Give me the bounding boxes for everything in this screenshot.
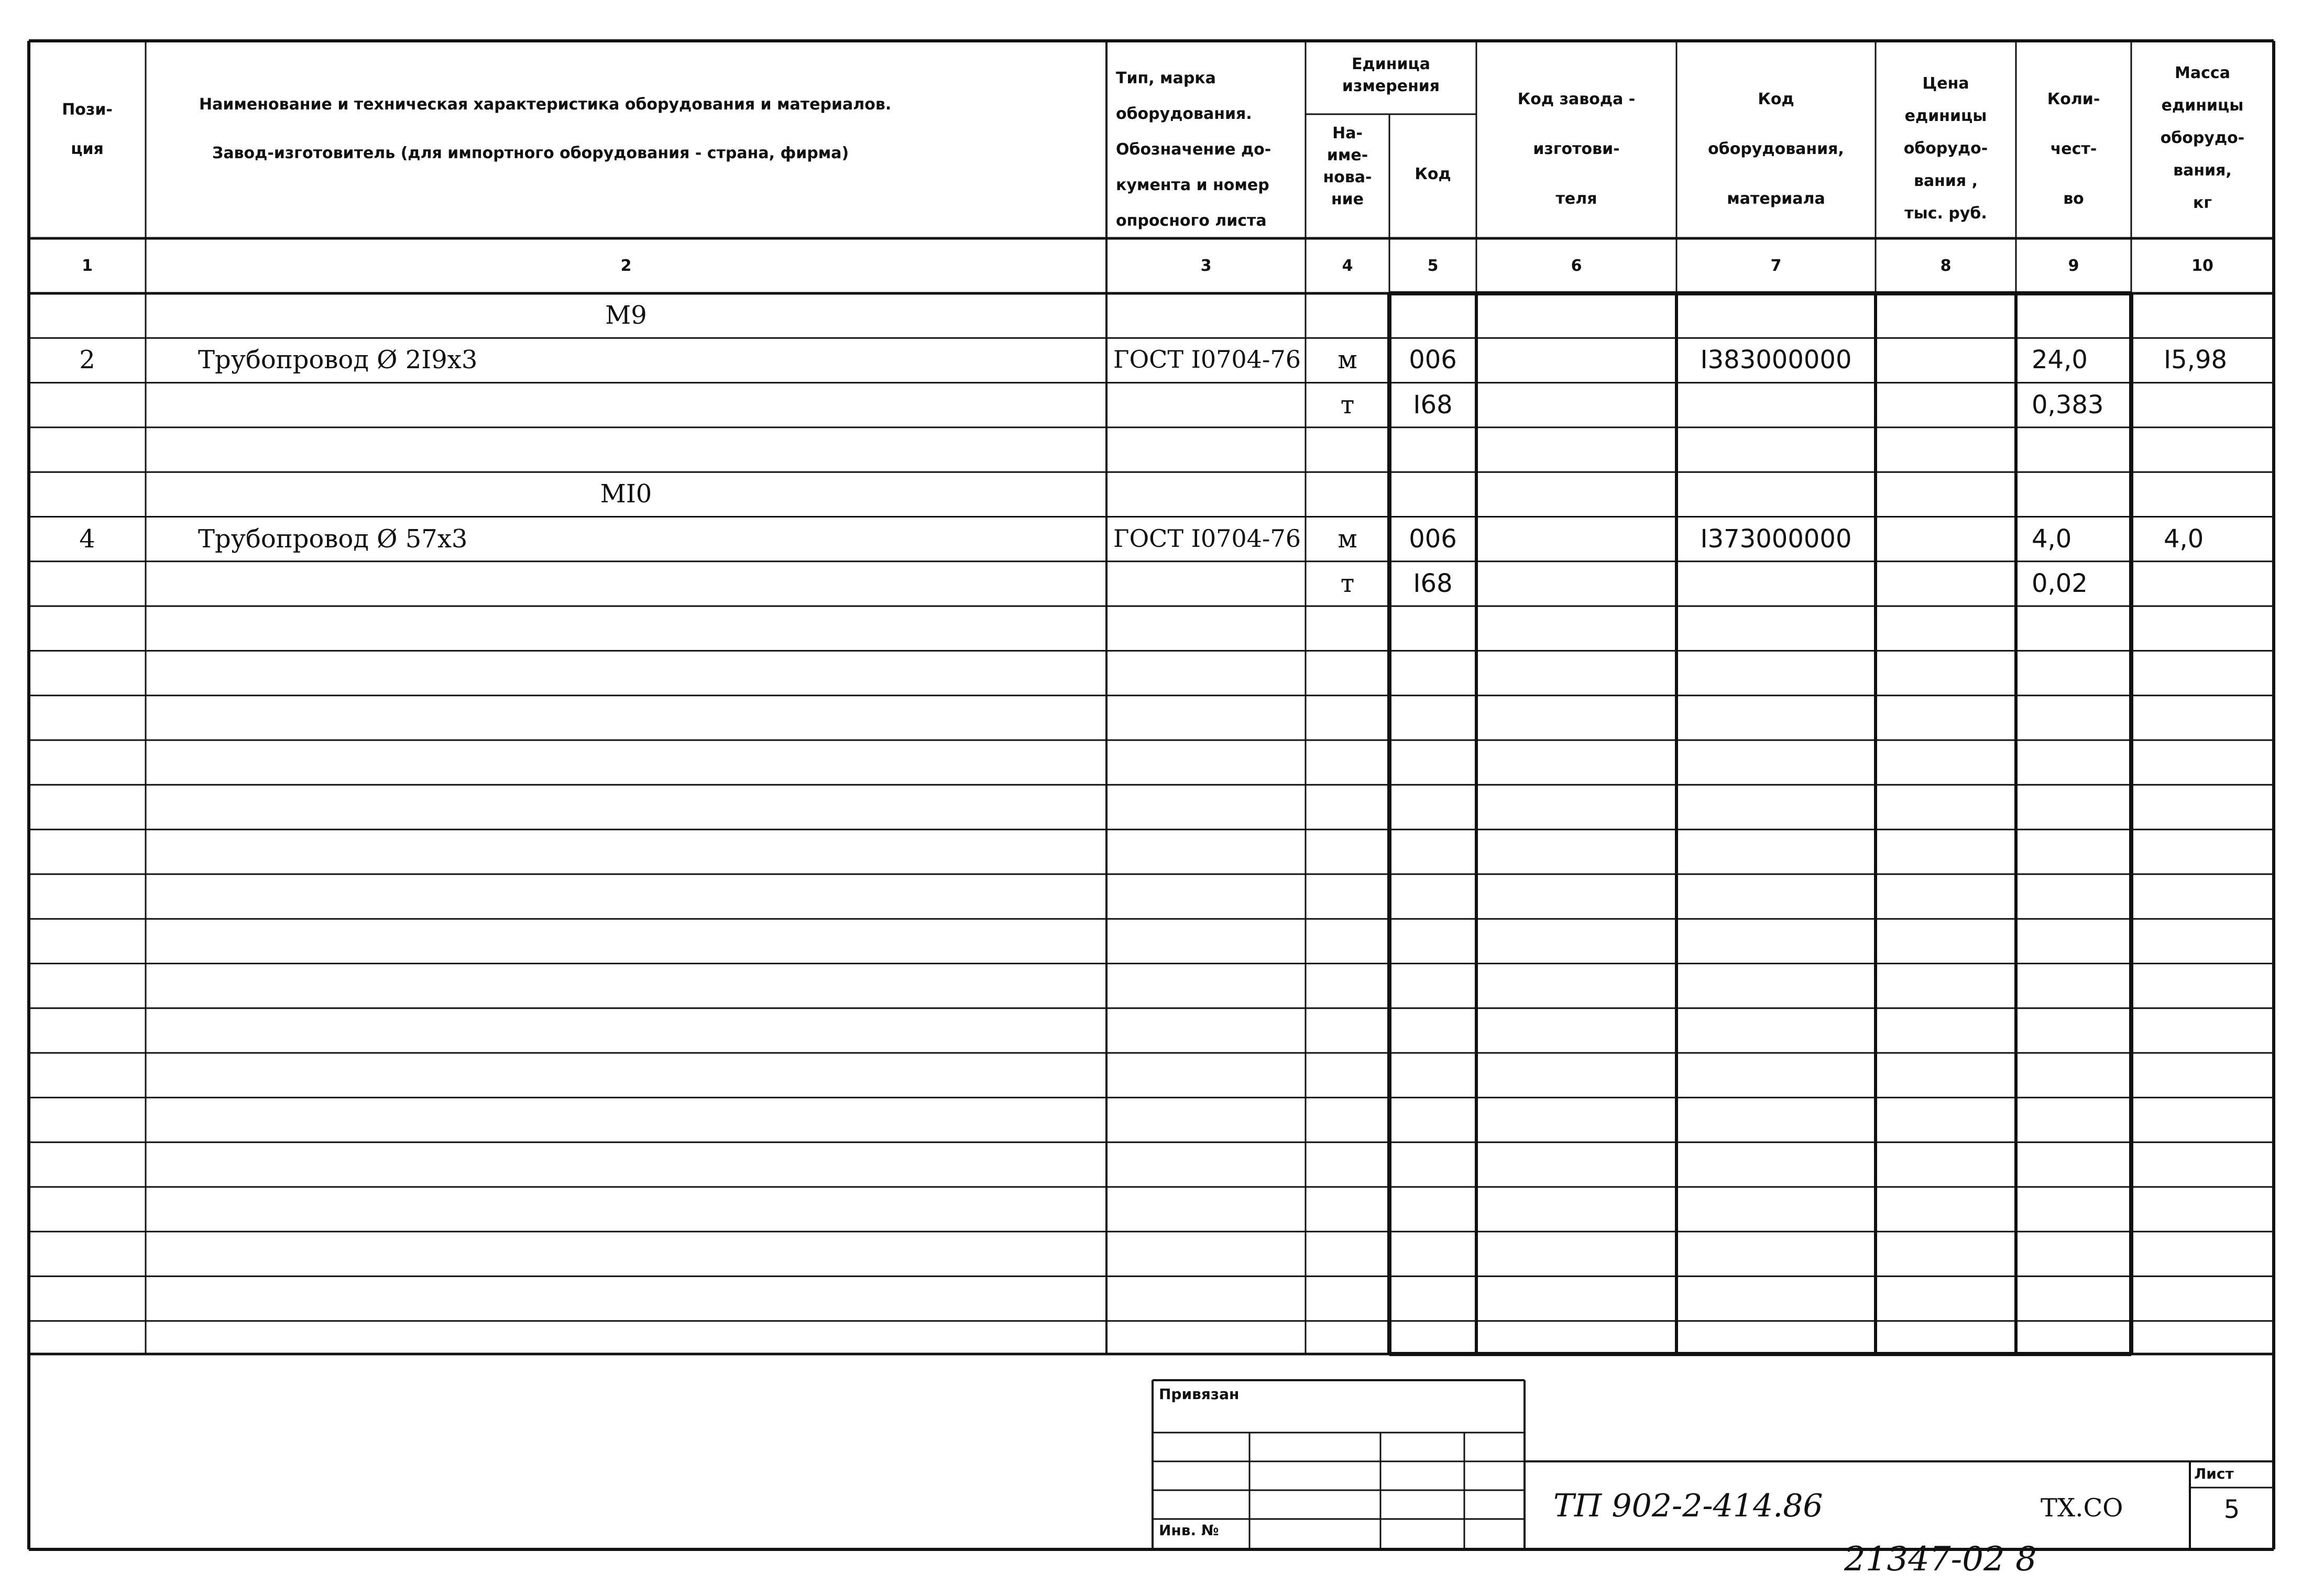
header-unit-name: ние (1331, 190, 1364, 208)
header-maker-code: изготови- (1533, 140, 1620, 158)
header-mass: вания, (2173, 161, 2232, 180)
header-unit-group: Единица (1352, 55, 1430, 73)
archive-number: 21347-02 8 (1844, 1540, 2037, 1579)
sheet-number: 5 (2223, 1495, 2240, 1524)
column-number: 9 (2068, 257, 2079, 275)
header-type: Тип, марка (1116, 69, 1216, 87)
header-price: вания , (1913, 172, 1978, 190)
header-mass: Масса (2175, 64, 2230, 82)
row-document: ГОСТ I0704-76 (1113, 345, 1301, 374)
header-price: оборудо- (1903, 139, 1988, 158)
row-quantity: 24,0 (2032, 345, 2088, 375)
row-quantity: 4,0 (2032, 524, 2072, 554)
header-mass: оборудо- (2160, 129, 2245, 147)
column-number: 6 (1571, 257, 1582, 275)
header-unit-name: нова- (1323, 168, 1372, 186)
row-unit-code: I68 (1413, 568, 1453, 598)
header-name-line2: Завод-изготовитель (для импортного оборудования - страна, фирма) (212, 144, 849, 162)
row-document: ГОСТ I0704-76 (1113, 524, 1301, 553)
sheet-label: Лист (2194, 1465, 2234, 1482)
header-price: тыс. руб. (1904, 204, 1987, 223)
header-unit-name: име- (1327, 146, 1368, 164)
row-unit-code: 006 (1409, 345, 1457, 375)
header-maker-code: Код завода - (1517, 90, 1636, 108)
header-material-code: оборудования, (1708, 140, 1844, 158)
header-type: опросного листа (1116, 212, 1267, 230)
row-unit-code: I68 (1413, 390, 1453, 420)
row-material-code: I373000000 (1700, 524, 1852, 554)
header-material-code: материала (1727, 190, 1825, 208)
row-name: Трубопровод Ø 57x3 (198, 524, 468, 554)
header-material-code: Код (1758, 90, 1794, 108)
row-position: 2 (79, 345, 95, 375)
column-number: 1 (82, 257, 93, 275)
stamp-inventory-label: Инв. № (1159, 1522, 1219, 1539)
row-mass: 4,0 (2164, 524, 2204, 554)
row-name: Трубопровод Ø 2I9x3 (198, 345, 478, 375)
row-unit-name: т (1340, 390, 1355, 420)
document-number: ТП 902-2-414.86 (1553, 1488, 1823, 1524)
header-maker-code: теля (1555, 190, 1597, 208)
row-position: 4 (79, 524, 95, 554)
header-type: кумента и номер (1116, 176, 1269, 194)
column-number: 10 (2191, 257, 2213, 275)
header-type: оборудования. (1116, 105, 1252, 123)
row-name: M9 (605, 301, 647, 330)
header-mass: кг (2193, 194, 2212, 212)
header-position: ция (71, 140, 104, 158)
header-quantity: Коли- (2047, 90, 2100, 108)
row-quantity: 0,02 (2032, 568, 2088, 598)
header-unit-name: На- (1332, 124, 1363, 142)
document-section: ТХ.СО (2041, 1493, 2123, 1523)
row-material-code: I383000000 (1700, 345, 1852, 375)
row-quantity: 0,383 (2032, 390, 2104, 420)
column-number: 3 (1200, 257, 1212, 275)
column-number: 7 (1770, 257, 1782, 275)
header-price: Цена (1922, 74, 1969, 93)
row-mass: I5,98 (2164, 345, 2228, 375)
header-type: Обозначение до- (1116, 140, 1271, 159)
column-number: 4 (1342, 257, 1353, 275)
header-unit-group: измерения (1342, 77, 1440, 95)
row-unit-name: м (1338, 524, 1357, 554)
header-quantity: чест- (2050, 140, 2097, 158)
row-name: MI0 (600, 479, 652, 509)
row-unit-name: м (1338, 345, 1357, 375)
header-quantity: во (2063, 190, 2084, 208)
stamp-attached-label: Привязан (1159, 1385, 1240, 1403)
column-number: 5 (1427, 257, 1439, 275)
header-unit-code: Код (1415, 165, 1451, 183)
header-price: единицы (1904, 107, 1987, 125)
row-unit-code: 006 (1409, 524, 1457, 554)
header-position: Пози- (62, 101, 113, 119)
column-number: 8 (1940, 257, 1952, 275)
header-name-line1: Наименование и техническая характеристика оборудования и материалов. (199, 95, 892, 114)
row-unit-name: т (1340, 568, 1355, 598)
header-mass: единицы (2161, 96, 2244, 115)
column-number: 2 (620, 257, 632, 275)
